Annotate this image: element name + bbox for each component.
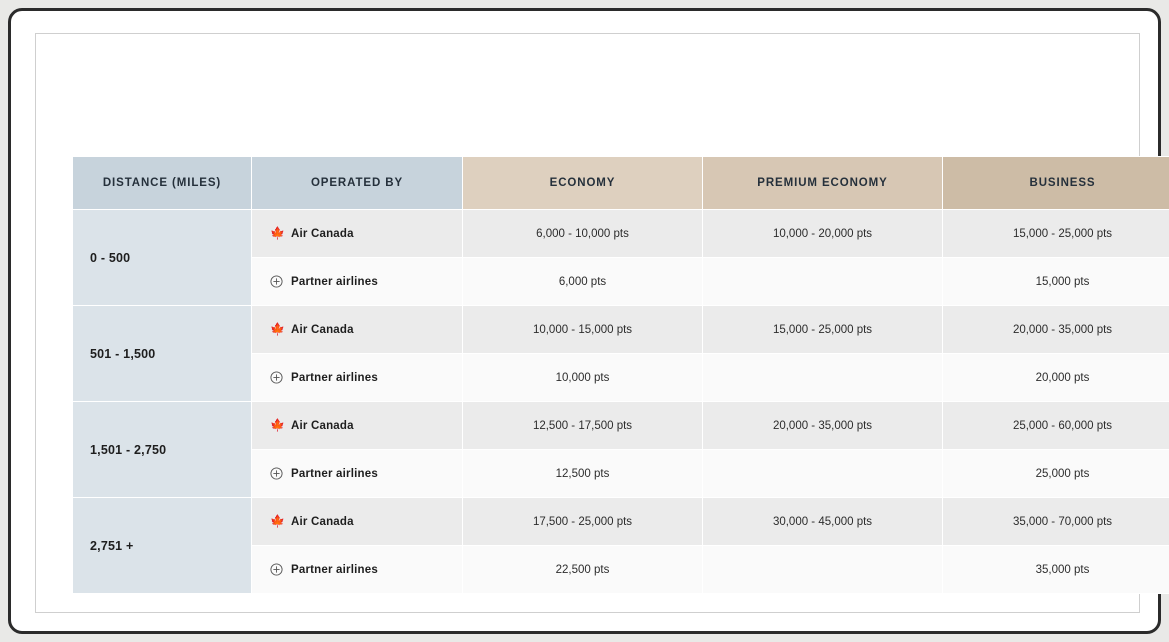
table-row bbox=[73, 210, 1169, 258]
economy-cell: 6,000 pts bbox=[463, 258, 703, 306]
table-body bbox=[73, 210, 1169, 594]
economy-cell: 12,500 pts bbox=[463, 450, 703, 498]
operator-label: Partner airlines bbox=[291, 371, 378, 384]
business-cell: 25,000 - 60,000 pts bbox=[943, 402, 1169, 450]
column-header-distance: DISTANCE (MILES) bbox=[73, 157, 252, 210]
table-row bbox=[73, 402, 1169, 450]
award-chart-table bbox=[72, 156, 1169, 594]
operator-label: Air Canada bbox=[291, 227, 354, 240]
operator-label: Air Canada bbox=[291, 323, 354, 336]
document-frame-outer bbox=[8, 8, 1161, 634]
economy-cell: 22,500 pts bbox=[463, 546, 703, 594]
column-header-operated-by: OPERATED BY bbox=[252, 157, 463, 210]
table-header-row bbox=[73, 157, 1169, 210]
operator-cell bbox=[252, 498, 463, 546]
maple-leaf-icon: 🍁 bbox=[270, 322, 286, 336]
economy-cell: 6,000 - 10,000 pts bbox=[463, 210, 703, 258]
premium-economy-cell bbox=[703, 450, 943, 498]
operator-label: Partner airlines bbox=[291, 467, 378, 480]
operator-cell bbox=[252, 450, 463, 498]
premium-economy-cell: 20,000 - 35,000 pts bbox=[703, 402, 943, 450]
premium-economy-cell bbox=[703, 354, 943, 402]
column-header-business: BUSINESS bbox=[943, 157, 1169, 210]
maple-leaf-icon: 🍁 bbox=[270, 514, 286, 528]
award-chart-container bbox=[72, 156, 1117, 594]
plus-circle-icon bbox=[270, 563, 283, 576]
business-cell: 15,000 - 25,000 pts bbox=[943, 210, 1169, 258]
economy-cell: 10,000 pts bbox=[463, 354, 703, 402]
economy-cell: 17,500 - 25,000 pts bbox=[463, 498, 703, 546]
premium-economy-cell: 10,000 - 20,000 pts bbox=[703, 210, 943, 258]
business-cell: 25,000 pts bbox=[943, 450, 1169, 498]
business-cell: 15,000 pts bbox=[943, 258, 1169, 306]
operator-cell bbox=[252, 402, 463, 450]
operator-cell bbox=[252, 546, 463, 594]
premium-economy-cell: 15,000 - 25,000 pts bbox=[703, 306, 943, 354]
document-frame-inner bbox=[35, 33, 1140, 613]
premium-economy-cell bbox=[703, 546, 943, 594]
table-row bbox=[73, 306, 1169, 354]
operator-cell bbox=[252, 210, 463, 258]
business-cell: 20,000 pts bbox=[943, 354, 1169, 402]
operator-cell bbox=[252, 258, 463, 306]
premium-economy-cell: 30,000 - 45,000 pts bbox=[703, 498, 943, 546]
maple-leaf-icon: 🍁 bbox=[270, 418, 286, 432]
table-header bbox=[73, 157, 1169, 210]
distance-cell: 0 - 500 bbox=[73, 210, 252, 306]
operator-label: Air Canada bbox=[291, 515, 354, 528]
distance-cell: 1,501 - 2,750 bbox=[73, 402, 252, 498]
operator-cell bbox=[252, 354, 463, 402]
operator-label: Partner airlines bbox=[291, 275, 378, 288]
column-header-economy: ECONOMY bbox=[463, 157, 703, 210]
distance-cell: 2,751 + bbox=[73, 498, 252, 594]
plus-circle-icon bbox=[270, 275, 283, 288]
operator-label: Partner airlines bbox=[291, 563, 378, 576]
plus-circle-icon bbox=[270, 467, 283, 480]
economy-cell: 12,500 - 17,500 pts bbox=[463, 402, 703, 450]
maple-leaf-icon: 🍁 bbox=[270, 226, 286, 240]
business-cell: 20,000 - 35,000 pts bbox=[943, 306, 1169, 354]
premium-economy-cell bbox=[703, 258, 943, 306]
operator-label: Air Canada bbox=[291, 419, 354, 432]
table-row bbox=[73, 498, 1169, 546]
operator-cell bbox=[252, 306, 463, 354]
business-cell: 35,000 pts bbox=[943, 546, 1169, 594]
column-header-premium-economy: PREMIUM ECONOMY bbox=[703, 157, 943, 210]
distance-cell: 501 - 1,500 bbox=[73, 306, 252, 402]
business-cell: 35,000 - 70,000 pts bbox=[943, 498, 1169, 546]
economy-cell: 10,000 - 15,000 pts bbox=[463, 306, 703, 354]
plus-circle-icon bbox=[270, 371, 283, 384]
